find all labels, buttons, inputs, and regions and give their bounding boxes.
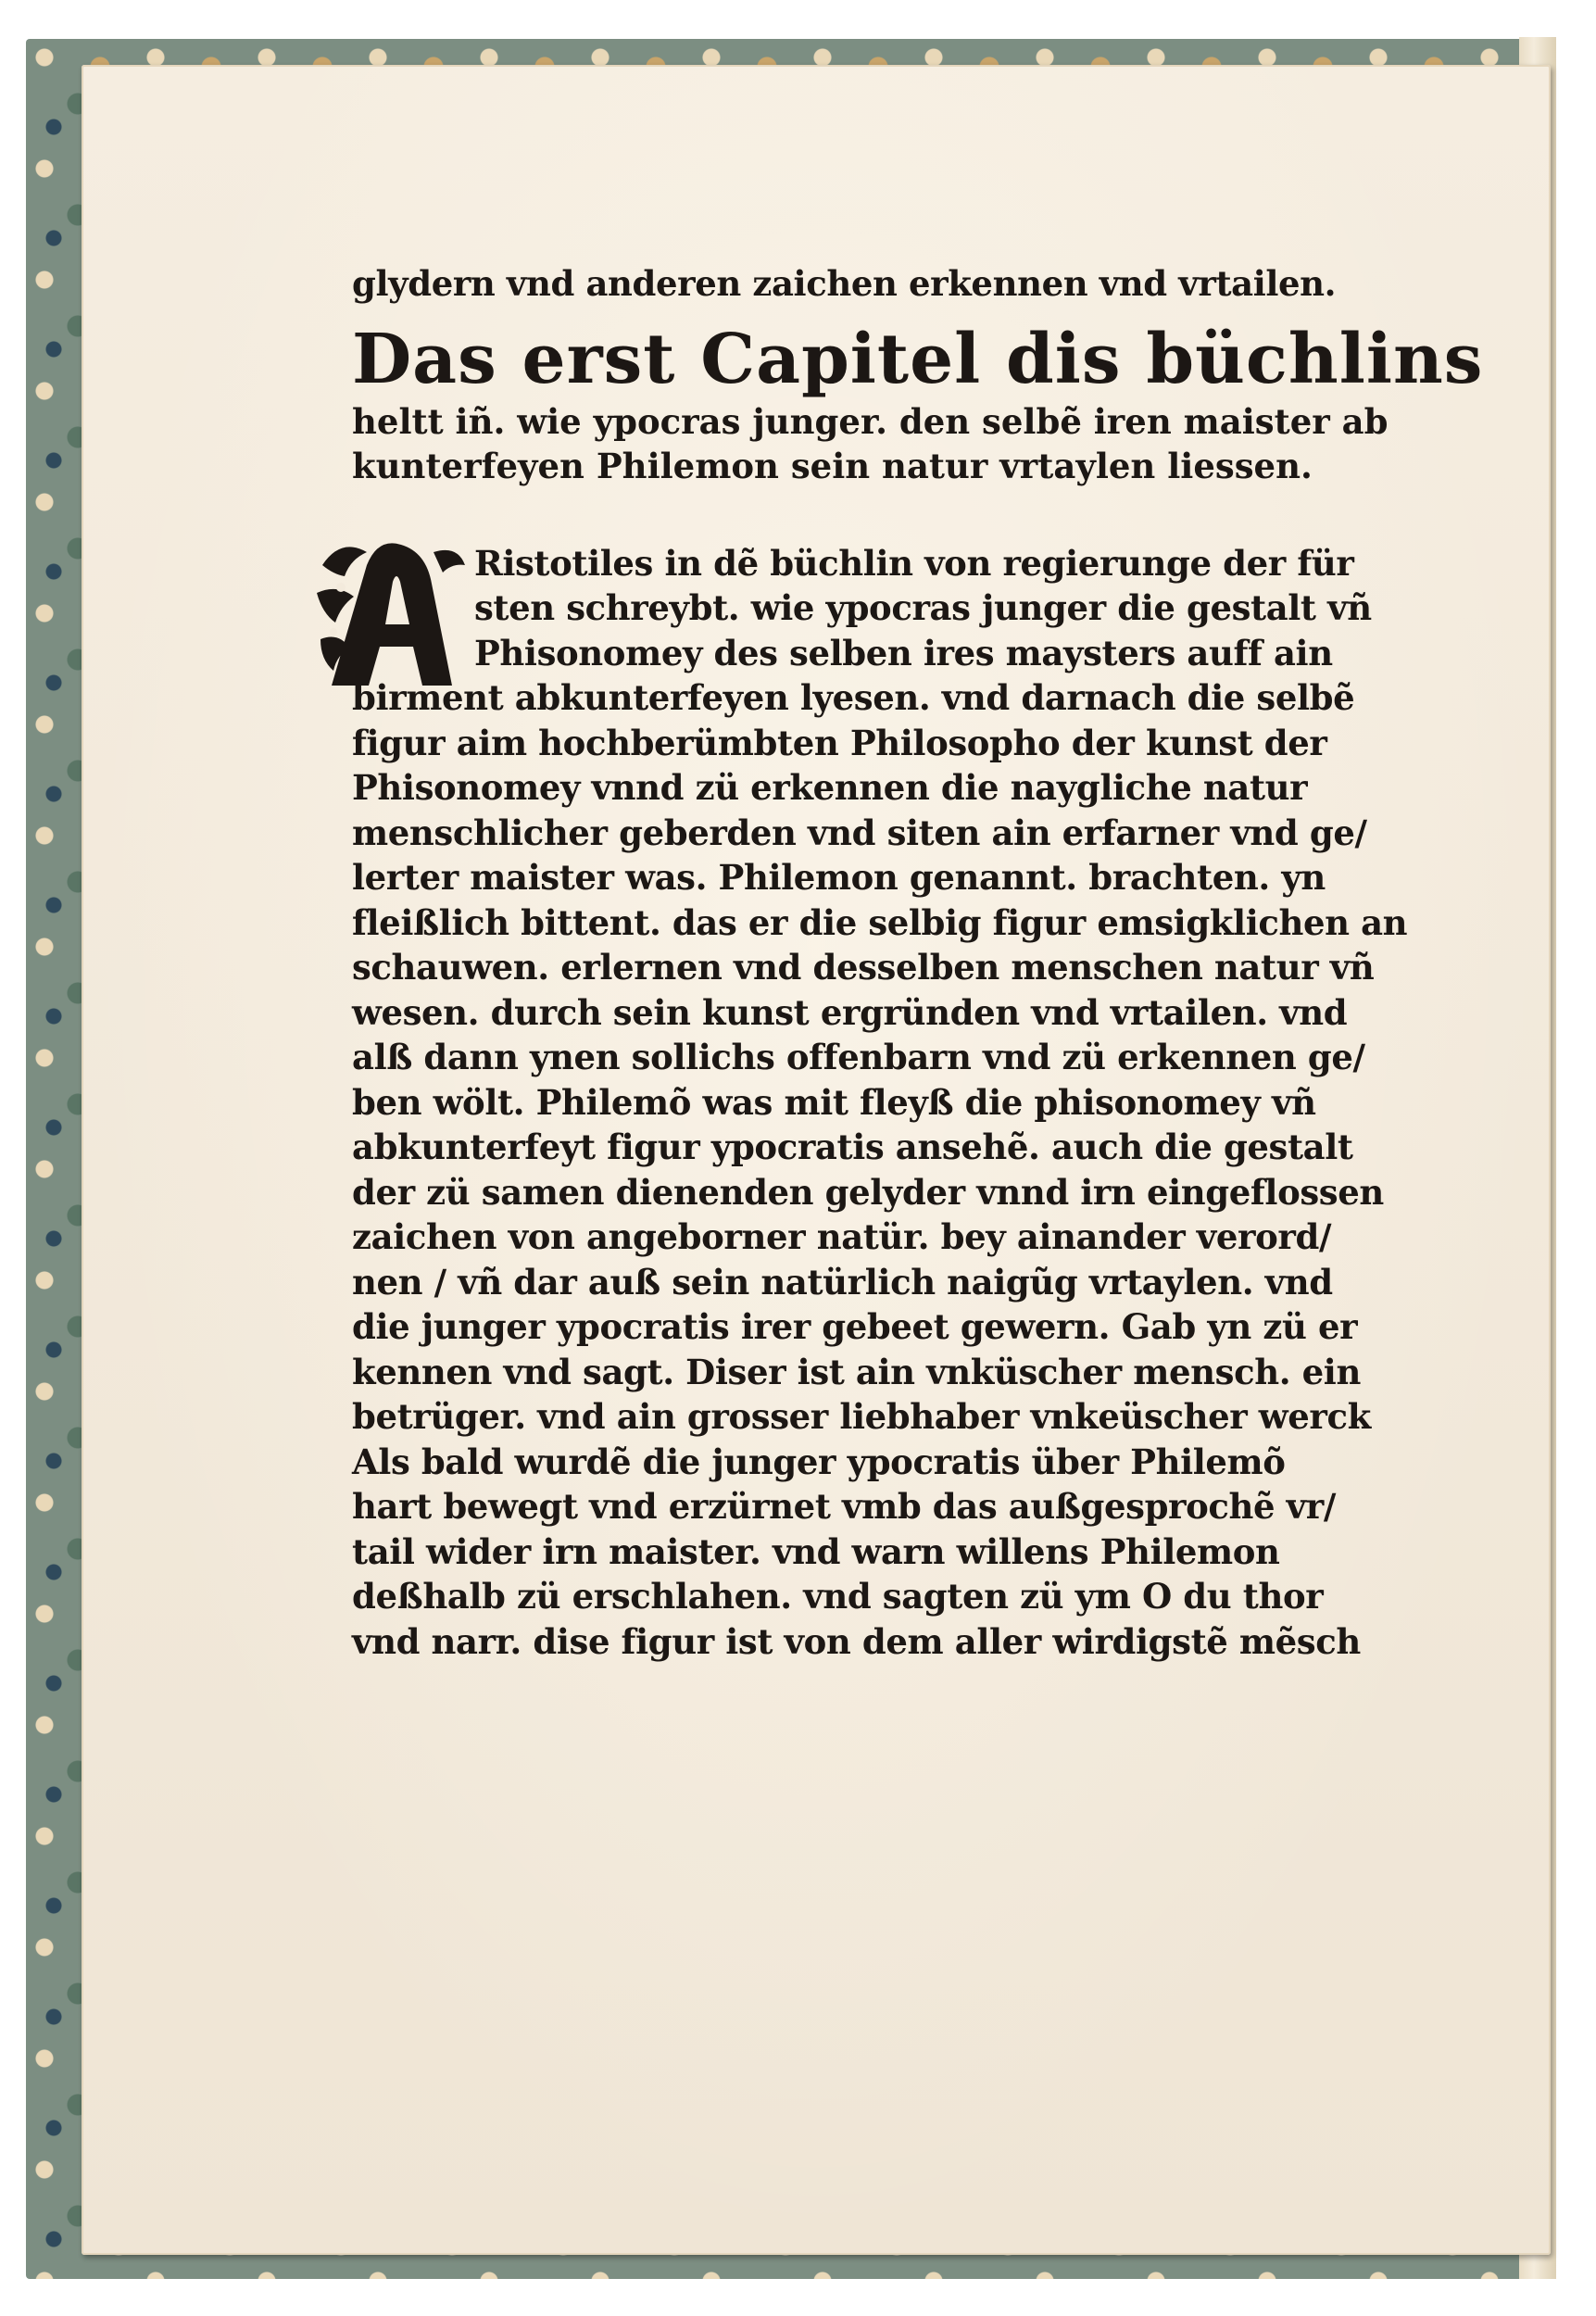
chapter-subtitle <box>352 399 1389 489</box>
body-line: alß dann ynen sollichs offenbarn vnd zü erkennen ge/ <box>352 1037 1365 1077</box>
carryover-line: glydern vnd anderen zaichen erkennen vnd vrtailen. <box>352 263 1337 304</box>
body-line: fleißlich bittent. das er die selbig figur emsigklichen an <box>352 901 1408 943</box>
body-line: ben wölt. Philemõ was mit fleyß die phisonomey vñ <box>352 1081 1316 1123</box>
body-line: tail wider irn maister. vnd warn willens Philemon <box>352 1530 1280 1572</box>
chapter-paragraph <box>352 541 1408 1665</box>
body-line: hart bewegt vnd erzürnet vmb das außgesprochẽ vr/ <box>352 1486 1336 1527</box>
body-line: kennen vnd sagt. Diser ist ain vnküscher mensch. ein <box>352 1351 1361 1392</box>
body-line: nen / vñ dar auß sein natürlich naigũg vrtaylen. vnd <box>352 1261 1333 1303</box>
body-line: menschlicher geberden vnd siten ain erfarner vnd ge/ <box>352 812 1367 853</box>
body-line: abkunterfeyt figur ypocratis ansehẽ. auch die gestalt <box>352 1127 1353 1167</box>
body-line: der zü samen dienenden gelyder vnnd irn eingeflossen <box>352 1171 1384 1213</box>
body-line: lerter maister was. Philemon genannt. brachten. yn <box>352 857 1326 898</box>
body-line: figur aim hochberümbten Philosopho der kunst der <box>352 722 1327 763</box>
body-line: betrüger. vnd ain grosser liebhaber vnkeüscher werck <box>352 1396 1371 1437</box>
body-line: schauwen. erlernen vnd desselben menschen natur vñ <box>352 947 1375 988</box>
body-line: wesen. durch sein kunst ergründen vnd vrtailen. vnd <box>352 991 1348 1033</box>
body-line: die junger ypocratis irer gebeet gewern. Gab yn zü er <box>352 1306 1358 1347</box>
body-line: Als bald wurdẽ die junger ypocratis über Philemõ <box>352 1441 1286 1482</box>
subtitle-line: heltt iñ. wie ypocras junger. den selbẽ iren maister ab <box>352 400 1389 442</box>
subtitle-line: kunterfeyen Philemon sein natur vrtaylen liessen. <box>352 446 1313 486</box>
body-line: sten schreybt. wie ypocras junger die gestalt vñ <box>474 587 1372 628</box>
chapter-heading: Das erst Capitel dis büchlins <box>352 319 1484 399</box>
text-block <box>352 261 1484 1664</box>
body-line: birment abkunterfeyen lyesen. vnd darnach die selbẽ <box>352 677 1355 718</box>
body-line: zaichen von angeborner natür. bey ainander verord/ <box>352 1216 1332 1257</box>
body-line: vnd narr. dise figur ist von dem aller wirdigstẽ mẽsch <box>352 1620 1361 1662</box>
decorated-initial-a <box>313 528 471 691</box>
body-line: Ristotiles in dẽ büchlin von regierunge der für <box>474 542 1354 584</box>
body-line: Phisonomey des selben ires maysters auff ain <box>474 632 1333 673</box>
body-line: deßhalb zü erschlahen. vnd sagten zü ym O du thor <box>352 1576 1324 1617</box>
body-line: Phisonomey vnnd zü erkennen die naygliche natur <box>352 767 1308 808</box>
